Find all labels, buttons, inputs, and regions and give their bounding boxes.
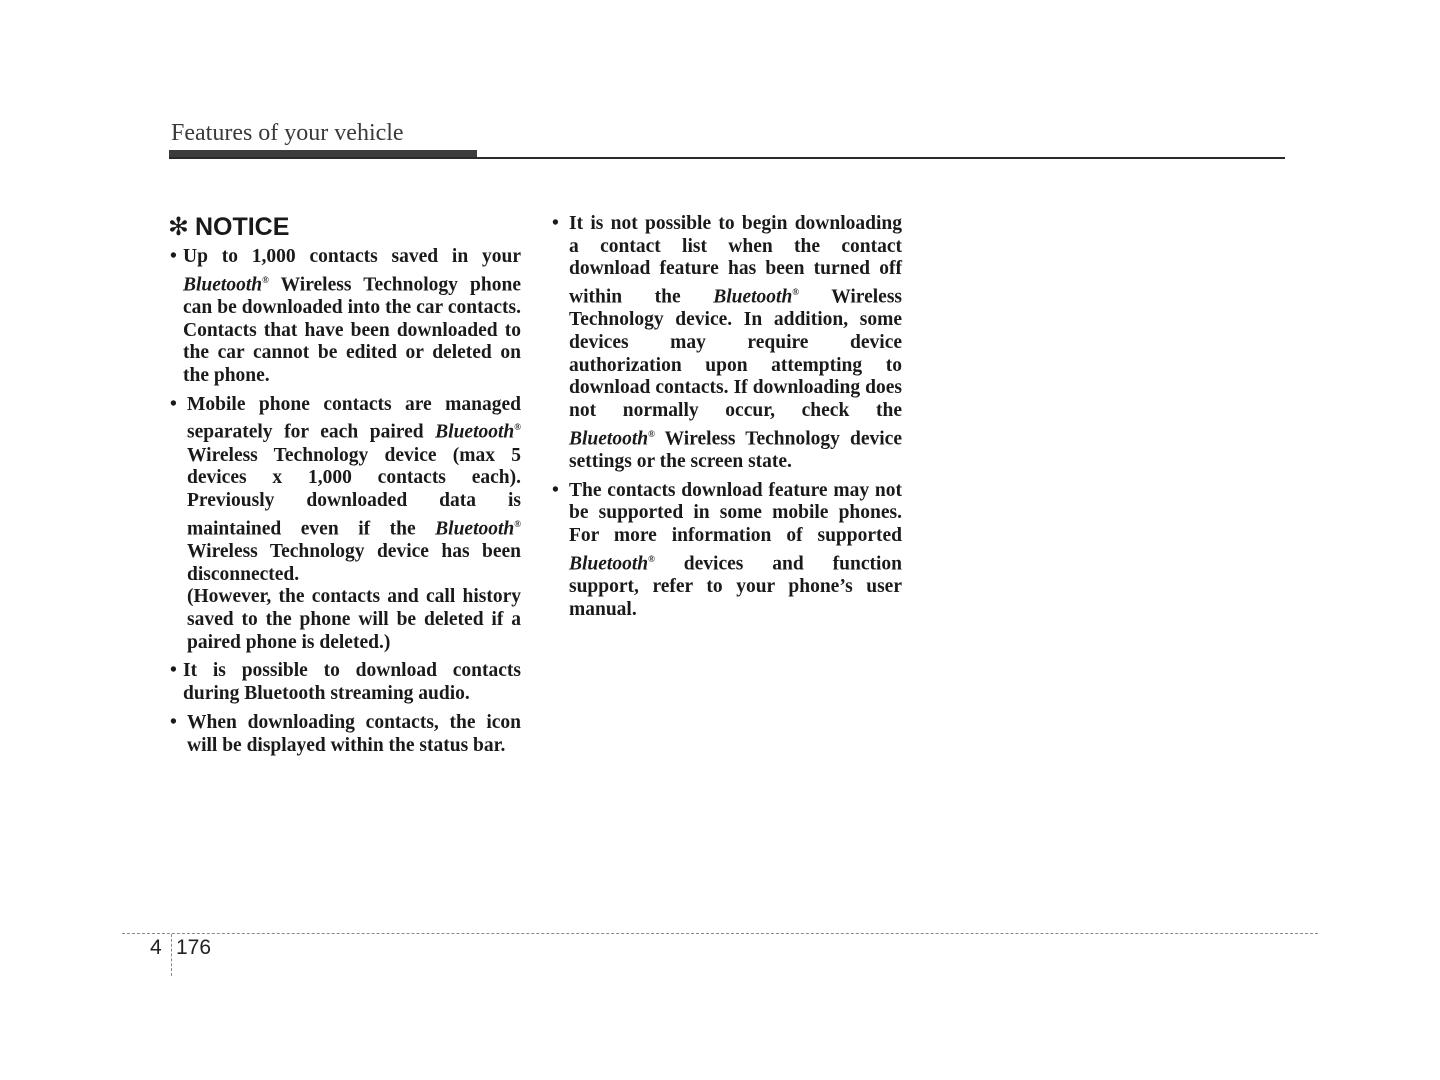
bullet-icon: • [170, 393, 177, 415]
left-column [168, 212, 521, 763]
bluetooth-term: Bluetooth [569, 553, 649, 575]
notice-heading [168, 212, 521, 242]
footer-dashed-separator [171, 934, 172, 976]
notice-bullet-download-disabled: • It is not possible to begin downloading a contact list when the contact download feature has been turned off within the Bluetooth® Wireless Technology device. In addition, some devices may require device authorization upon attempting to download contacts. If downloading does not normally occur, check the Bluetooth® Wireless Technology device settings or the screen state. [552, 213, 902, 473]
bluetooth-term: Bluetooth [183, 274, 263, 296]
section-title: Features of your vehicle [171, 120, 404, 146]
bluetooth-term: Bluetooth [435, 421, 515, 443]
registered-mark: ® [262, 274, 269, 285]
registered-mark: ® [648, 553, 655, 564]
right-column [550, 213, 902, 627]
section-divider-line [169, 157, 1285, 159]
page-number: 176 [176, 936, 212, 959]
notice-bullet-paired-devices: • Mobile phone contacts are managed separately for each paired Bluetooth® Wireless Technology device (max 5 devices x 1,000 contacts each). Previously downloaded data is maintained even if the Bluetooth® Wireless Technology device has been disconnected. (However, the contacts and call history saved to the phone will be deleted if a paired phone is deleted.) [170, 393, 521, 653]
notice-star-icon: ✻ [168, 213, 189, 241]
notice-parenthetical: (However, the contacts and call history saved to the phone will be deleted if a paired phone is deleted.) [187, 586, 521, 653]
notice-heading-text: NOTICE [194, 213, 290, 241]
footer-dashed-line [122, 933, 1318, 934]
registered-mark: ® [648, 428, 655, 439]
notice-bullet-contacts-limit: • Up to 1,000 contacts saved in your Bluetooth® Wireless Technology phone can be downloaded into the car contacts. Contacts that have been downloaded to the car cannot be edited or deleted on the phone. [170, 246, 521, 387]
notice-bullet-streaming-audio: • It is possible to download contacts during Bluetooth streaming audio. [170, 660, 521, 705]
registered-mark: ® [514, 518, 521, 529]
registered-mark: ® [514, 422, 521, 433]
bluetooth-term: Bluetooth [435, 518, 515, 540]
notice-bullet-not-supported: • The contacts download feature may not be supported in some mobile phones. For more information of supported Bluetooth® devices and function support, refer to your phone’s user manual. [552, 479, 902, 620]
notice-bullet-status-bar: • When downloading contacts, the icon will be displayed within the status bar. [170, 711, 521, 756]
bluetooth-term: Bluetooth [569, 428, 649, 450]
bullet-icon: • [552, 213, 559, 234]
bullet-icon: • [170, 711, 177, 733]
bluetooth-term: Bluetooth [713, 286, 793, 308]
chapter-number: 4 [150, 936, 162, 959]
registered-mark: ® [792, 287, 800, 298]
bullet-icon: • [552, 479, 559, 501]
bullet-icon: • [170, 246, 177, 267]
bullet-icon: • [170, 660, 177, 682]
